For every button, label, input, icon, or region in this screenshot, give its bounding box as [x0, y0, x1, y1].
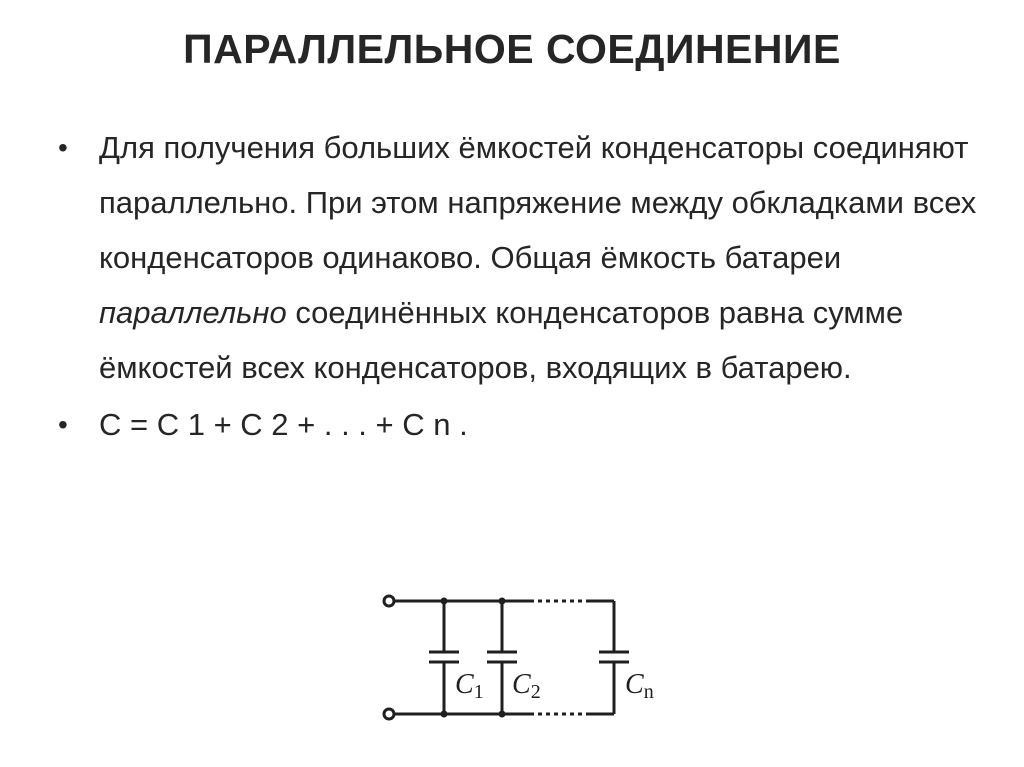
cn-label-subscript: n — [643, 681, 654, 703]
parallel-capacitor-circuit-diagram — [372, 580, 672, 730]
paragraph-emphasis: параллельно — [99, 295, 287, 330]
junction-dot — [441, 711, 448, 718]
formula-text: C = C 1 + C 2 + . . . + C n . — [99, 407, 468, 442]
top-terminal — [384, 596, 394, 606]
bullet-paragraph — [58, 120, 978, 395]
junction-dot — [499, 598, 506, 605]
c1-label-subscript: 1 — [473, 681, 484, 703]
bottom-terminal — [384, 709, 394, 719]
junction-dot — [499, 711, 506, 718]
junction-dot — [441, 598, 448, 605]
bullet-formula — [58, 403, 978, 447]
slide-title: ПАРАЛЛЕЛЬНОЕ СОЕДИНЕНИЕ — [183, 26, 841, 72]
paragraph-text-before: Для получения больших ёмкостей конденсаторы соединяют параллельно. При этом напряжение между обкладками всех конденсаторов одинаково. Общая ёмкость батареи — [99, 130, 977, 275]
c2-label-subscript: 2 — [530, 681, 541, 703]
c2-label: C2 — [512, 669, 541, 703]
bullet-list — [58, 120, 978, 447]
cn-label: Cn — [625, 669, 654, 703]
bullet-marker: • — [58, 132, 68, 163]
c1-label: C1 — [455, 669, 484, 703]
paragraph-text-after: соединённых конденсаторов равна сумме ёмкостей всех конденсаторов, входящих в батарею. — [99, 295, 904, 385]
bullet-marker: • — [58, 409, 68, 440]
